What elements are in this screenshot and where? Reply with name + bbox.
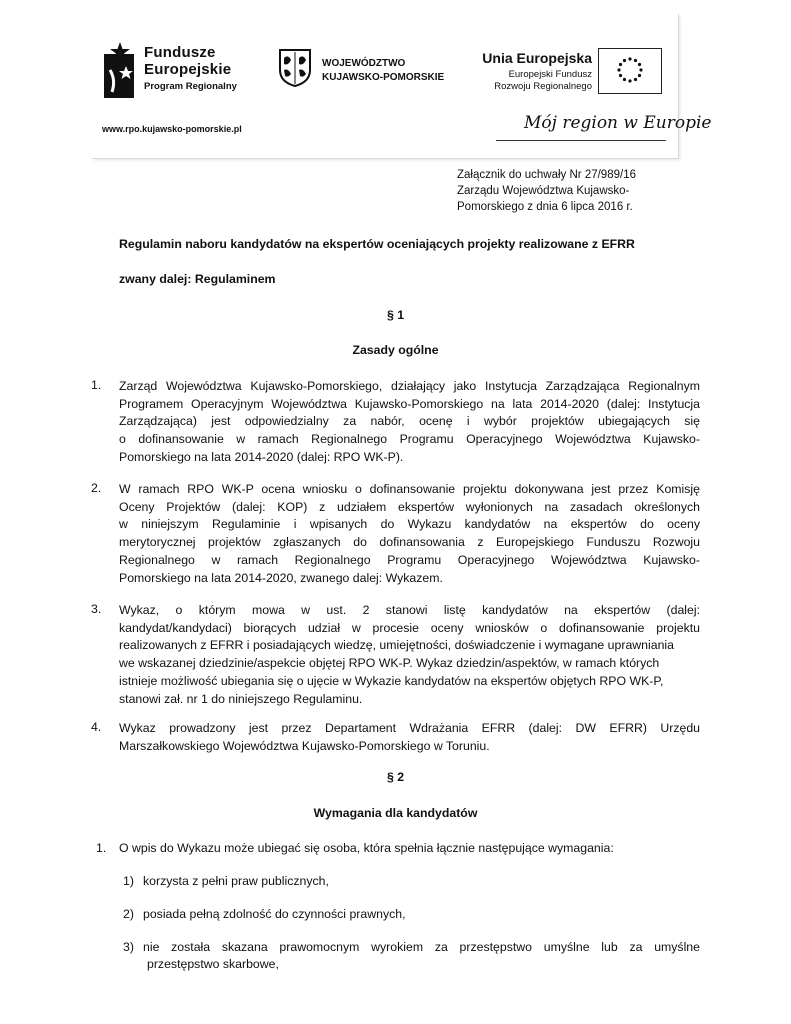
voivodeship-crest-icon [278, 48, 312, 88]
list-number: 1. [96, 841, 107, 855]
section2-heading: Wymagania dla kandydatów [313, 806, 478, 820]
motto-underline [496, 140, 666, 141]
section1-item-4 [119, 720, 700, 755]
document-subtitle: zwany dalej: Regulaminem [119, 272, 276, 286]
sublist-number: 2) [123, 907, 134, 921]
voivodeship-logo [278, 48, 448, 98]
paragraph-line: we wskazanej dziedzinie/aspekcie objętej RPO WK-P. Wykaz dziedzin/aspektów, w ramach których [119, 656, 660, 671]
section1-heading: Zasady ogólne [352, 343, 439, 357]
section1-symbol: § 1 [386, 308, 405, 322]
paragraph-line: Zarząd Województwa Kujawsko-Pomorskiego, działający jako Instytucja Zarządzająca Regionalnym [119, 379, 700, 393]
paragraph-line: Regionalnego w ramach Regionalnego Programu Operacyjnego Województwa Kujawsko- [119, 552, 700, 567]
annex-note [457, 167, 687, 215]
paragraph-line: Wykaz prowadzony jest przez Departament Wdrażania EFRR (dalej: DW EFRR) Urzędu [119, 721, 700, 735]
section1-item-3 [119, 602, 700, 708]
eu-logo-line3: Rozwoju Regionalnego [494, 81, 592, 92]
page-header [92, 14, 712, 159]
paragraph-line: stanowi zał. nr 1 do niniejszego Regulaminu. [119, 691, 363, 706]
paragraph-line: Marszałkowskiego Województwa Kujawsko-Pomorskiego w Toruniu. [119, 738, 490, 753]
motto-signature: Mój region w Europie [524, 113, 712, 133]
document-title: Regulamin naboru kandydatów na ekspertów oceniających projekty realizowane z EFRR [119, 237, 635, 251]
voivodeship-logo-line2: KUJAWSKO-POMORSKIE [322, 72, 445, 83]
fundusze-europejskie-logo [102, 40, 242, 110]
section2-subitem-2: posiada pełną zdolność do czynności prawnych, [143, 907, 406, 921]
section1-item-2 [119, 481, 700, 587]
fe-logo-line1: Fundusze [144, 44, 216, 61]
sublist-number: 1) [123, 874, 134, 888]
paragraph-line: Pomorskiego na lata 2014-2020 (dalej: RPO WK-P). [119, 449, 404, 464]
list-number: 1. [91, 378, 102, 392]
eu-logo [464, 48, 664, 108]
list-number: 3. [91, 602, 102, 616]
paragraph-line: Oceny Projektów (dalej: KOP) z udziałem ekspertów wyłonionych na zasadach określonych [119, 499, 700, 514]
fe-logo-line3: Program Regionalny [144, 81, 237, 92]
list-number: 2. [91, 481, 102, 495]
paragraph-line: w niniejszym Regulaminie i wpisanych do Wykazu kandydatów na ekspertów do oceny [119, 517, 700, 532]
annex-note-line: Zarządu Województwa Kujawsko- [457, 185, 630, 197]
fe-logo-line2: Europejskie [144, 61, 232, 78]
section2-symbol: § 2 [386, 770, 405, 784]
voivodeship-logo-line1: WOJEWÓDZTWO [322, 58, 406, 69]
paragraph-line: merytorycznej projektów zgłaszanych do dofinansowania z Europejskiego Funduszu Rozwoju [119, 535, 700, 550]
section1-item-1 [119, 378, 700, 467]
paragraph-line: istnieje możliwość ubiegania się o ujęcie w Wykazie kandydatów na ekspertów objętych RPO WK-P, [119, 673, 664, 688]
annex-note-line: Pomorskiego z dnia 6 lipca 2016 r. [457, 201, 633, 213]
eu-logo-line1: Unia Europejska [482, 50, 592, 66]
paragraph-line: o dofinansowanie w ramach Regionalnego Programu Operacyjnego Województwa Kujawsko- [119, 432, 700, 447]
paragraph-line: realizowanych z EFRR i posiadających wiedzę, umiejętności, doświadczenie i wymagane uprawniania [119, 638, 674, 653]
eu-flag-icon [598, 48, 662, 94]
list-number: 4. [91, 720, 102, 734]
section2-subitem-1: korzysta z pełni praw publicznych, [143, 874, 329, 888]
section2-subitem-3-line1: nie została skazana prawomocnym wyrokiem za przestępstwo umyślne lub za umyślne [143, 940, 700, 954]
paragraph-line: Zarządzająca) jest odpowiedzialny za nabór, ocenę i wybór projektów ubiegających się [119, 414, 700, 429]
fundusze-europejskie-emblem-icon [102, 40, 138, 100]
paragraph-line: Pomorskiego na lata 2014-2020, zwanego dalej: Wykazem. [119, 570, 443, 585]
sublist-number: 3) [123, 940, 134, 954]
paragraph-line: Programem Operacyjnym Województwa Kujawsko-Pomorskiego na lata 2014-2020 (dalej: Instytucja [119, 396, 700, 411]
section2-subitem-3-line2: przestępstwo skarbowe, [147, 957, 279, 971]
website-url: www.rpo.kujawsko-pomorskie.pl [102, 124, 242, 134]
section2-item-1-text: O wpis do Wykazu może ubiegać się osoba, która spełnia łącznie następujące wymagania: [119, 841, 614, 855]
annex-note-line: Załącznik do uchwały Nr 27/989/16 [457, 169, 636, 181]
paragraph-line: W ramach RPO WK-P ocena wniosku o dofinansowanie projektu dokonywana jest przez Komisję [119, 482, 700, 496]
paragraph-line: Wykaz, o którym mowa w ust. 2 stanowi listę kandydatów na ekspertów (dalej: [119, 603, 700, 617]
eu-logo-line2: Europejski Fundusz [508, 69, 592, 80]
paragraph-line: kandydat/kandydaci) biorących udział w procesie oceny wniosków o dofinansowanie projektu [119, 620, 700, 635]
